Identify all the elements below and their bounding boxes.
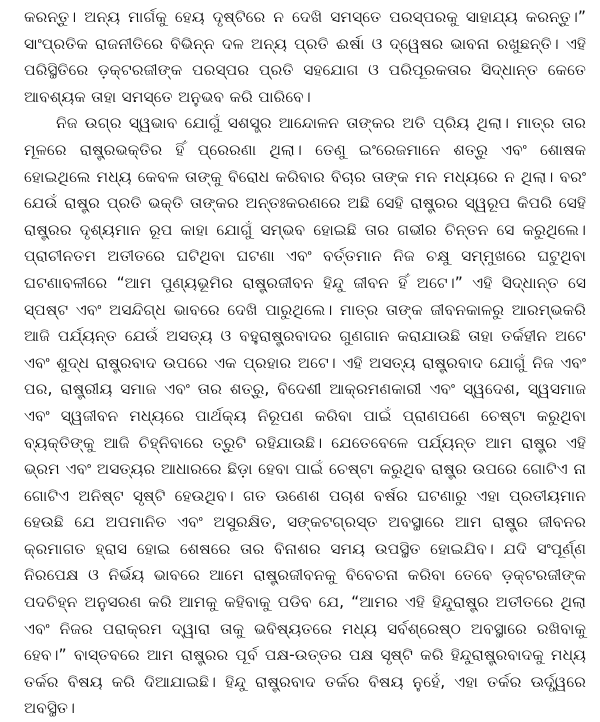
paragraph-2: ନିଜ ଉଗ୍ର ସ୍ୱଭାବ ଯୋଗୁଁ ସଶସ୍ତ୍ର ଆନ୍ଦୋଳନ ତାଙ୍କର ଅତି ପ୍ରିୟ ଥିଲା। ମାତ୍ର ତାର ମୂଳରେ ରାଷ୍ଟ୍ରଭକ୍ତିର ହିଁ ପ୍ରେରଣା ଥିଲା। ତେଣୁ ଇଂରେଜମାନେ ଶତ୍ରୁ ଏବଂ ଶୋଷକ ହୋଇଥିଲେ ମଧ୍ୟ କେବଳ ତାଙ୍କୁ ବିରୋଧ କରିବାର ବିଚାର ତାଙ୍କ ମନ ମଧ୍ୟରେ ନ ଥିଲା। ବରଂ ଯେଉଁ ରାଷ୍ଟ୍ର ପ୍ରତି ଭକ୍ତି ତାଙ୍କର ଅନ୍ତଃକରଣରେ ଅଛି ସେହି ରାଷ୍ଟ୍ରର ସ୍ୱରୂପ କିପରି ସେହି ରାଷ୍ଟ୍ରର ଦୃଶ୍ୟମାନ ରୂପ କାହା ଯୋଗୁଁ ସମ୍ଭବ ହୋଇଛି ତାର ଗଭୀର ଚିନ୍ତନ ସେ କରୁଥିଲେ। ପ୍ରାଚୀନତମ ଅତୀତରେ ଘଟିଥିବା ଘଟଣା ଏବଂ ବର୍ତ୍ତମାନ ନିଜ ଚକ୍ଷୁ ସମ୍ମୁଖରେ ଘଟୁଥିବା ଘଟଣାବଳୀରେ “ଆମ ପୁଣ୍ୟଭୂମିର ରାଷ୍ଟ୍ରଜୀବନ ହିନ୍ଦୁ ଜୀବନ ହିଁ ଅଟେ।” ଏହି ସିଦ୍ଧାନ୍ତ ସେ ସ୍ପଷ୍ଟ ଏବଂ ଅସନ୍ଦିଗ୍ଧ ଭାବରେ ଦେଖି ପାରୁଥିଲେ। ମାତ୍ର ତାଙ୍କ ଜୀବନକାଳରୁ ଆରମ୍ଭକରି ଆଜି ପର୍ଯ୍ୟନ୍ତ ଯେଉଁ ଅସତ୍ୟ ଓ ବହୁରାଷ୍ଟ୍ରବାଦର ଗୁଣଗାନ କରାଯାଉଛି ତାହା ତର୍କହୀନ ଅଟେ ଏବଂ ଶୁଦ୍ଧ ରାଷ୍ଟ୍ରବାଦ ଉପରେ ଏକ ପ୍ରହାର ଅଟେ। ଏହି ଅସତ୍ୟ ରାଷ୍ଟ୍ରବାଦ ଯୋଗୁଁ ନିଜ ଏବଂ ପର, ରାଷ୍ଟ୍ରୀୟ ସମାଜ ଏବଂ ତାର ଶତ୍ରୁ, ବିଦେଶୀ ଆକ୍ରମଣକାରୀ ଏବଂ ସ୍ୱଦେଶ, ସ୍ୱସମାଜ ଏବଂ ସ୍ୱଜୀବନ ମଧ୍ୟରେ ପାର୍ଥକ୍ୟ ନିରୂପଣ କରିବା ପାଇଁ ପ୍ରାଣପଣେ ଚେଷ୍ଟା କରୁଥିବା ବ୍ୟକ୍ତିଙ୍କୁ ଆଜି ଚିହ୍ନିବାରେ ତ୍ରୁଟି ରହିଯାଉଛି। ଯେତେବେଳେ ପର୍ଯ୍ୟନ୍ତ ଆମ ରାଷ୍ଟ୍ର ଏହି ଭ୍ରମ ଏବଂ ଅସତ୍ୟର ଆଧାରରେ ଛିଡ଼ା ହେବା ପାଇଁ ଚେଷ୍ଟା କରୁଥିବ ରାଷ୍ଟ୍ର ଉପରେ ଗୋଟିଏ ନା ଗୋଟିଏ ଅନିଷ୍ଟ ସୃଷ୍ଟି ହେଉଥିବ। ଗତ ଊଣେଶ ପଚାଶ ବର୍ଷର ଘଟଣାରୁ ଏହା ପ୍ରତୀୟମାନ ହେଉଛି ଯେ ଅପମାନିତ ଏବଂ ଅସୁରକ୍ଷିତ, ସଙ୍କଟଗ୍ରସ୍ତ ଅବସ୍ଥାରେ ଆମ ରାଷ୍ଟ୍ର ଜୀବନର କ୍ରମାଗତ ହ୍ରାସ ହୋଇ ଶେଷରେ ତାର ବିନାଶର ସମୟ ଉପସ୍ଥିତ ହୋଇଯିବ। ଯଦି ସଂପୂର୍ଣ୍ଣ ନିରପେକ୍ଷ ଓ ନିର୍ଭୟ ଭାବରେ ଆମେ ରାଷ୍ଟ୍ରଜୀବନକୁ ବିବେଚନା କରିବା ତେବେ ଡ଼କ୍ଟରଜୀଙ୍କ ପଦଚିହ୍ନ ଅନୁସରଣ କରି ଆମକୁ କହିବାକୁ ପଡିବ ଯେ, “ଆମର ଏହି ହିନ୍ଦୁରାଷ୍ଟ୍ର ଅତୀତରେ ଥିଲା ଏବଂ ନିଜର ପରାକ୍ରମ ଦ୍ୱାରା ତାକୁ ଭବିଷ୍ୟତରେ ମଧ୍ୟ ସର୍ବଶ୍ରେଷ୍ଠ ଅବସ୍ଥାରେ ରଖିବାକୁ ହେବ।” ବାସ୍ତବରେ ଆମ ରାଷ୍ଟ୍ରର ପୂର୍ବ ପକ୍ଷ-ଉତ୍ତର ପକ୍ଷ ସୃଷ୍ଟି କରି ହିନ୍ଦୁରାଷ୍ଟ୍ରବାଦକୁ ମଧ୍ୟ ତର୍କର ବିଷୟ କରି ଦିଆଯାଇଛି। ହିନ୍ଦୁ ରାଷ୍ଟ୍ରବାଦ ତର୍କର ବିଷୟ ନୁହେଁ, ଏହା ତର୍କର ଊର୍ଦ୍ଧ୍ୱରେ ଅବସ୍ଥିତ। (24, 114, 586, 718)
paragraph-1: କରନ୍ତୁ। ଅନ୍ୟ ମାର୍ଗକୁ ହେୟ ଦୃଷ୍ଟିରେ ନ ଦେଖି ସମସ୍ତେ ପରସ୍ପରକୁ ସାହାଯ୍ୟ କରନ୍ତୁ।” ସାଂପ୍ରତିକ ରାଜନୀତିରେ ବିଭିନ୍ନ ଦଳ ଅନ୍ୟ ପ୍ରତି ଈର୍ଷା ଓ ଦ୍ୱେଷର ଭାବନା ରଖୁଛନ୍ତି। ଏହି ପରିସ୍ଥିତିରେ ଡ଼କ୍ଟରଜୀଙ୍କ ପରସ୍ପର ପ୍ରତି ସହଯୋଗ ଓ ପରିପୂରକତାର ସିଦ୍ଧାନ୍ତ କେତେ ଆବଶ୍ୟକ ତାହା ସମସ୍ତେ ଅନୁଭବ କରି ପାରିବେ। (24, 8, 586, 106)
